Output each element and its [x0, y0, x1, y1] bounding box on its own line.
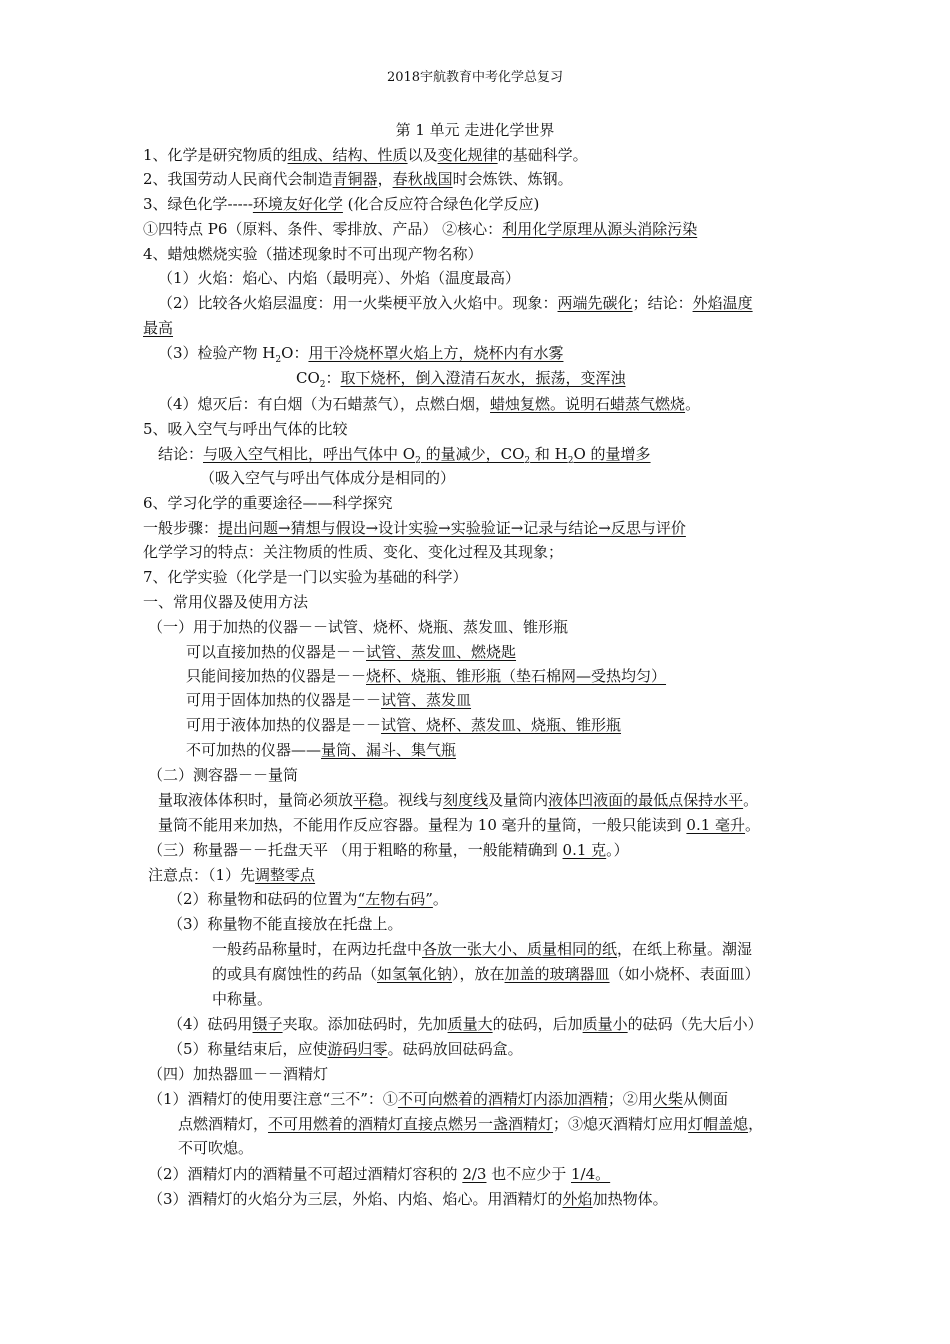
text-segment: 加热物体。 — [592, 1190, 668, 1208]
text-segment: 。 — [743, 791, 759, 809]
text-segment: （二）测容器－－量筒 — [148, 766, 299, 784]
text-segment: 量取液体体积时，量筒必须放 — [158, 791, 354, 809]
text-segment: ；③熄灭酒精灯应用 — [553, 1115, 689, 1133]
text-segment: ， — [748, 1115, 764, 1133]
text-line — [143, 418, 348, 440]
text-segment: 不可吹熄。 — [178, 1139, 254, 1157]
text-segment: 从侧面 — [682, 1090, 728, 1108]
text-line — [186, 714, 621, 736]
text-segment: 6、学习化学的重要途径——科学探究 — [143, 494, 393, 512]
text-segment: （吸入空气与呼出气体成分是相同的） — [200, 469, 456, 487]
underlined-text: 变化规律 — [437, 146, 498, 164]
underlined-text: 烧杯、烧瓶、锥形瓶（垫石棉网—受热均匀） — [366, 667, 667, 685]
text-line — [186, 665, 666, 687]
text-segment: 7、化学实验（化学是一门以实验为基础的科学） — [143, 568, 468, 586]
text-segment: 可以直接加热的仪器是－－ — [186, 643, 367, 661]
underlined-text: 组成、结构、性质 — [287, 146, 408, 164]
text-segment: （3）检验产物 H — [158, 344, 276, 362]
text-line — [212, 938, 752, 960]
text-segment: （一）用于加热的仪器－－试管、烧杯、烧瓶、蒸发皿、锥形瓶 — [148, 618, 569, 636]
text-segment: 时会炼铁、炼钢。 — [452, 170, 573, 188]
text-segment: （4）砝码用 — [168, 1015, 253, 1033]
text-segment: ， — [377, 170, 393, 188]
subscript-text: 2 — [567, 456, 574, 466]
text-segment: 及量筒内 — [488, 791, 549, 809]
underlined-text: 各放一张大小、质量相同的纸 — [422, 940, 618, 958]
text-segment: 的基础科学。 — [497, 146, 588, 164]
underlined-text: 提出问题→猜想与假设→设计实验→实验验证→记录与结论→反思与评价 — [218, 519, 686, 537]
text-segment: ；②用 — [607, 1090, 653, 1108]
text-line — [212, 988, 272, 1010]
text-line — [148, 764, 298, 786]
text-segment: O： — [281, 344, 309, 362]
text-line — [186, 689, 471, 711]
underlined-text: 环境友好化学 — [252, 195, 343, 213]
underlined-text: 取下烧杯，倒入澄清石灰水，振荡，变浑浊 — [340, 369, 626, 387]
text-segment: （5）称量结束后，应使 — [168, 1040, 328, 1058]
text-segment: 可用于液体加热的仪器是－－ — [186, 716, 382, 734]
text-line — [143, 591, 308, 613]
text-line — [186, 641, 516, 663]
text-line — [186, 739, 456, 761]
text-line — [158, 292, 753, 314]
text-segment: ；结论： — [632, 294, 693, 312]
text-segment: （4）熄灭后：有白烟（为石蜡蒸气），点燃白烟， — [158, 395, 491, 413]
underlined-text: 液体凹液面的最低点保持水平 — [548, 791, 744, 809]
text-segment: （如小烧杯、表面皿） — [609, 965, 760, 983]
text-segment: 。） — [606, 841, 629, 859]
underlined-text: 2/3 — [462, 1165, 487, 1183]
underlined-text: 调整零点 — [255, 866, 316, 884]
underlined-text: 试管、烧杯、蒸发皿、烧瓶、锥形瓶 — [381, 716, 622, 734]
text-segment: 化学学习的特点：关注物质的性质、变化、变化过程及其现象； — [143, 543, 564, 561]
text-line — [148, 1163, 610, 1185]
text-line — [143, 168, 573, 190]
underlined-text: “左物右码” — [357, 890, 433, 908]
underlined-text: 刻度线 — [443, 791, 489, 809]
text-segment: （3）称量物不能直接放在托盘上。 — [168, 915, 403, 933]
text-line — [143, 541, 563, 563]
underlined-text: 和 H — [530, 445, 568, 463]
text-segment: 夹取。添加砝码时，先加 — [282, 1015, 448, 1033]
underlined-text: 1/4。 — [571, 1165, 611, 1183]
text-segment: 的砝码（先大后小） — [627, 1015, 763, 1033]
text-segment: （四）加热器皿－－酒精灯 — [148, 1065, 329, 1083]
text-segment: 。 — [745, 816, 761, 834]
text-segment: 点燃酒精灯， — [178, 1115, 269, 1133]
underlined-text: 不可用燃着的酒精灯直接点燃另一盏酒精灯 — [268, 1115, 554, 1133]
underlined-text: 外焰 — [562, 1190, 593, 1208]
underlined-text: 0.1 克 — [562, 841, 607, 859]
text-line — [158, 789, 758, 811]
text-segment: （3）酒精灯的火焰分为三层，外焰、内焰、焰心。用酒精灯的 — [148, 1190, 563, 1208]
text-segment: 1、化学是研究物质的 — [143, 146, 288, 164]
subscript-text: 2 — [415, 456, 421, 466]
text-segment: 的砝码，后加 — [492, 1015, 583, 1033]
text-segment: 。 — [685, 395, 701, 413]
text-line — [178, 1113, 763, 1135]
text-segment: 一般步骤： — [143, 519, 219, 537]
text-segment: 3、绿色化学----- — [143, 195, 253, 213]
text-line — [158, 267, 520, 289]
underlined-text: 加盖的玻璃器皿 — [504, 965, 610, 983]
underlined-text: 质量小 — [582, 1015, 628, 1033]
text-segment: 不可加热的仪器—— — [186, 741, 322, 759]
text-segment: (化合反应符合绿色化学反应) — [342, 195, 540, 213]
underlined-text: 0.1 毫升 — [686, 816, 746, 834]
underlined-text: 灯帽盖熄 — [688, 1115, 749, 1133]
text-segment: 2、我国劳动人民商代会制造 — [143, 170, 333, 188]
underlined-text: 试管、蒸发皿 — [381, 691, 472, 709]
text-line — [143, 492, 393, 514]
underlined-text: 蜡烛复燃。说明石蜡蒸气燃烧 — [490, 395, 686, 413]
subscript-text: 2 — [319, 380, 326, 390]
underlined-text: 游码归零 — [327, 1040, 388, 1058]
text-segment: ①四特点 P6（原料、条件、零排放、产品） ②核心： — [143, 220, 503, 238]
text-segment: 5、吸入空气与呼出气体的比较 — [143, 420, 348, 438]
text-segment: 4、蜡烛燃烧实验（描述现象时不可出现产物名称） — [143, 245, 483, 263]
underlined-text: 质量大 — [447, 1015, 493, 1033]
text-segment: 注意点：（1）先 — [148, 866, 256, 884]
text-segment: ，在纸上称量。潮湿 — [617, 940, 753, 958]
underlined-text: 试管、蒸发皿、燃烧匙 — [366, 643, 517, 661]
text-line — [143, 517, 686, 539]
text-line — [148, 864, 315, 886]
underlined-text: 火柴 — [652, 1090, 683, 1108]
text-segment: ），放在 — [452, 965, 505, 983]
text-line — [148, 839, 629, 861]
text-segment: ： — [325, 369, 341, 387]
text-line — [143, 317, 173, 339]
text-segment: 以及 — [407, 146, 438, 164]
text-line — [158, 393, 700, 415]
text-segment: 也不应少于 — [486, 1165, 572, 1183]
text-line — [178, 1137, 253, 1159]
text-line — [148, 1188, 668, 1210]
text-line — [168, 888, 448, 910]
text-line — [212, 963, 760, 985]
text-segment: 的或具有腐蚀性的药品（ — [212, 965, 378, 983]
text-line — [143, 193, 539, 215]
text-line — [168, 913, 403, 935]
subscript-text: 2 — [275, 355, 282, 365]
text-line — [143, 218, 697, 240]
underlined-text: 镊子 — [252, 1015, 283, 1033]
underlined-text: 春秋战国 — [392, 170, 453, 188]
text-segment: 量筒不能用来加热，不能用作反应容器。量程为 10 毫升的量筒，一般只能读到 — [158, 816, 687, 834]
underlined-text: 的量减少，CO — [420, 445, 525, 463]
underlined-text: 平稳 — [353, 791, 384, 809]
underlined-text: O 的量增多 — [573, 445, 651, 463]
text-segment: 一般药品称量时，在两边托盘中 — [212, 940, 423, 958]
text-segment: （1）火焰：焰心、内焰（最明亮）、外焰（温度最高） — [158, 269, 521, 287]
underlined-text: 量筒、漏斗、集气瓶 — [321, 741, 457, 759]
text-segment: 。 — [432, 890, 448, 908]
text-line — [158, 814, 760, 836]
text-line — [148, 1088, 728, 1110]
text-line — [148, 1063, 328, 1085]
text-segment: （1）酒精灯的使用要注意“三不”：① — [148, 1090, 398, 1108]
text-segment: （2）称量物和砝码的位置为 — [168, 890, 358, 908]
underlined-text: 不可向燃着的酒精灯内添加酒精 — [397, 1090, 608, 1108]
underlined-text: 最高 — [143, 319, 174, 337]
text-line — [168, 1038, 523, 1060]
text-segment: （2）比较各火焰层温度：用一火柴梗平放入火焰中。现象： — [158, 294, 558, 312]
unit-title: 第 1 单元 走进化学世界 — [395, 121, 555, 139]
underlined-text: 两端先碳化 — [557, 294, 633, 312]
text-segment: （2）酒精灯内的酒精量不可超过酒精灯容积的 — [148, 1165, 463, 1183]
subscript-text: 2 — [524, 456, 531, 466]
text-line — [143, 243, 483, 265]
text-segment: （三）称量器－－托盘天平 （用于粗略的称量，一般能精确到 — [148, 841, 563, 859]
text-line — [143, 566, 468, 588]
text-segment: CO — [296, 369, 320, 387]
page-header: 2018宇航教育中考化学总复习 — [386, 70, 564, 85]
text-line — [200, 467, 455, 489]
text-segment: 。砝码放回砝码盒。 — [387, 1040, 523, 1058]
underlined-text: 外焰温度 — [692, 294, 753, 312]
text-segment: 。视线与 — [383, 791, 444, 809]
text-line — [148, 616, 568, 638]
text-segment: 中称量。 — [212, 990, 273, 1008]
underlined-text: 如氢氧化钠 — [377, 965, 453, 983]
text-segment: 只能间接加热的仪器是－－ — [186, 667, 367, 685]
underlined-text: 用干冷烧杯罩火焰上方，烧杯内有水雾 — [308, 344, 564, 362]
text-line — [143, 144, 588, 166]
text-line — [168, 1013, 763, 1035]
text-segment: 结论： — [158, 445, 204, 463]
text-line — [296, 367, 626, 396]
text-segment: 可用于固体加热的仪器是－－ — [186, 691, 382, 709]
underlined-text: 与吸入空气相比，呼出气体中 O — [203, 445, 416, 463]
underlined-text: 青铜器 — [332, 170, 378, 188]
text-segment: 一、常用仪器及使用方法 — [143, 593, 309, 611]
underlined-text: 利用化学原理从源头消除污染 — [502, 220, 698, 238]
